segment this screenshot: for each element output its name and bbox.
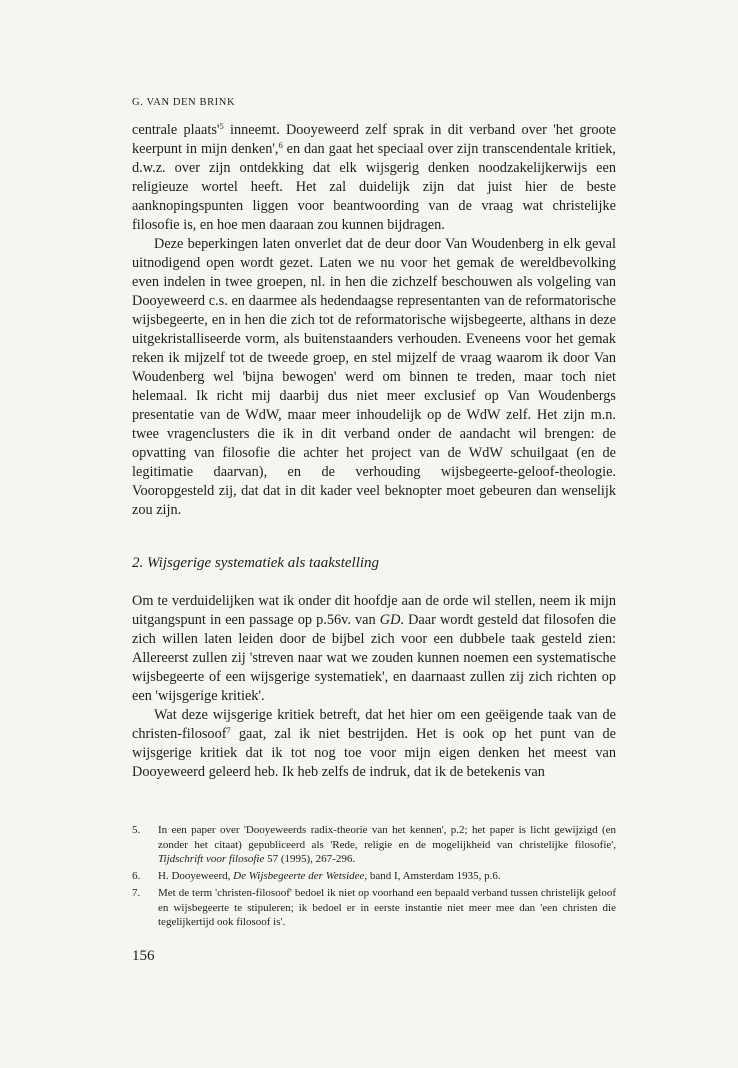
paragraph — [132, 592, 616, 706]
footnote-number: 7. — [132, 887, 141, 899]
body-text-section — [132, 592, 616, 782]
text-run: 57 (1995), 267-296. — [264, 853, 356, 865]
text-run: In een paper over 'Dooyeweerds radix-theorie van het kennen', p.2; het paper is licht gewijzigd (en zonder het citaat) gepubliceerd als 'Rede, religie en de mogelijkheid van christelijke filosofie', — [158, 824, 616, 851]
footnote-ref[interactable]: 7 — [226, 725, 231, 735]
text-run: centrale plaats' — [132, 122, 220, 138]
paragraph: Deze beperkingen laten onverlet dat de deur door Van Woudenberg in elk geval uitnodigend open wordt gezet. Laten we nu voor het gemak de wereldbevolking even indelen in twee groepen, nl. in hen die zichzelf beschouwen als volgeling van Dooyeweerd c.s. en daarmee als hedendaagse representanten van de reformatorische wijsbegeerte, en in hen die zich tot de reformatorische wijsbegeerte, althans in deze uitgekristalliseerde vorm, als buitenstaanders verhouden. Eveneens voor het gemak reken ik mijzelf tot de tweede groep, en stel mijzelf de vraag waarom ik door Van Woudenberg wel 'bijna bewogen' werd om binnen te treden, maar toch niet helemaal. Ik richt mij daarbij dus niet meer exclusief op Van Woudenbergs presentatie van de WdW, maar meer inhoudelijk op de WdW zelf. Het zijn m.n. twee vragenclusters die ik in dit verband onder de aandacht wil brengen: de opvatting van filosofie die achter het project van de WdW schuilgaat (en de legitimatie daarvan), en de verhouding wijsbegeerte-geloof-theologie. Vooropgesteld zij, dat dat in dit kader veel beknopter moet gebeuren dan wenselijk zou zijn. — [132, 236, 616, 518]
text-run: H. Dooyeweerd, — [158, 870, 234, 882]
page-number: 156 — [132, 948, 155, 964]
footnote-number: 6. — [132, 870, 141, 882]
footnotes — [132, 823, 616, 932]
footnote-number: 5. — [132, 824, 141, 836]
text-run: Wat deze wijsgerige kritiek betreft, dat het hier om een geëigende taak van de christen-filosoof — [132, 707, 616, 742]
text-run: en dan gaat het speciaal over zijn transcendentale kritiek, d.w.z. over zijn ontdekking dat elk wijsgerig denken noodzakelijkerwijs een religieuze wortel heeft. Het zal duidelijk zijn dat juist hier de beste aanknopingspunten liggen voor beantwoording van de vraag wat christelijke filosofie is, en hoe men daaraan zou kunnen bijdragen. — [132, 141, 616, 233]
paragraph — [132, 121, 616, 235]
paragraph — [132, 706, 616, 782]
italic-title: De Wijsbegeerte der Wetsidee — [233, 870, 365, 882]
italic-title: Tijdschrift voor filosofie — [158, 853, 265, 865]
body-text-top — [132, 121, 616, 520]
footnote-text — [158, 869, 616, 884]
footnote-ref[interactable]: 5 — [219, 121, 224, 131]
footnote — [132, 869, 616, 884]
footnote — [132, 823, 616, 867]
text-run: Met de term 'christen-filosoof' bedoel ik niet op voorhand een bepaald verband tussen christelijk geloof en wijsbegeerte te stipuleren; ik bedoel er in eerste instantie niet meer mee dan 'een christen die tegelijkertijd ook filosoof is'. — [158, 887, 616, 928]
text-run: . Daar wordt gesteld dat filosofen die zich willen laten leiden door de bijbel zich voor een dubbele taak gesteld zien: Allereerst zullen zij 'streven naar wat we zouden kunnen noemen een systematische wijsbegeerte of een wijsgerige systematiek', en daarnaast zullen zij zich richten op een 'wijsgerige kritiek'. — [132, 612, 616, 704]
text-run: inneemt. Dooyeweerd zelf sprak in dit verband over 'het groote keerpunt in mijn denken', — [132, 122, 617, 157]
section-heading: 2. Wijsgerige systematiek als taakstelling — [132, 555, 380, 571]
footnote — [132, 886, 616, 930]
footnote-text — [158, 823, 616, 867]
footnote-text — [158, 886, 616, 930]
text-run: gaat, zal ik niet bestrijden. Het is ook op het punt van de wijsgerige kritiek dat ik tot nog toe voor mijn eigen denken het meest van Dooyeweerd geleerd heb. Ik heb zelfs de indruk, dat ik de betekenis van — [132, 726, 616, 780]
italic-abbreviation: GD — [379, 612, 401, 628]
footnote-ref[interactable]: 6 — [278, 140, 283, 150]
running-head: G. VAN DEN BRINK — [132, 97, 236, 108]
text-run: , band I, Amsterdam 1935, p.6. — [364, 870, 501, 882]
text-run: Om te verduidelijken wat ik onder dit hoofdje aan de orde wil stellen, neem ik mijn uitgangspunt in een passage op p.56v. van — [132, 593, 616, 628]
